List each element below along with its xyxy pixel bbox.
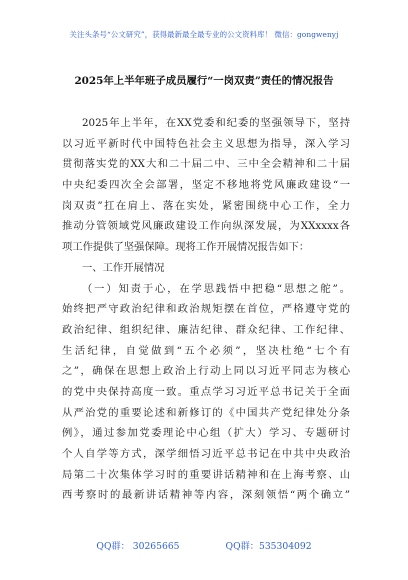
document-body: [62, 113, 350, 506]
body-line: 中央纪委四次全会部署，坚定不移地将党风廉政建设“一: [62, 179, 350, 192]
body-line: 局第二十次集体学习时的重要讲话精神和在上海考察、山: [62, 468, 350, 481]
body-line: 之”，确保在思想上政治上行动上同以习近平同志为核心: [62, 365, 350, 378]
footer-contact: [0, 538, 408, 552]
body-line: 例》，通过参加党委理论中心组（扩大）学习、专题研讨: [62, 427, 350, 440]
body-line: 始终把严守政治纪律和政治规矩摆在首位，严格遵守党的: [62, 303, 350, 316]
body-line: 西考察时的最新讲话精神等内容，深刻领悟“两个确立”: [62, 489, 350, 502]
body-line: 生活纪律，自觉做到“五个必须”，坚决杜绝“七个有: [62, 344, 350, 357]
header-banner: 关注头条号“公文研究”，获得最新最全最专业的公文资料库！ 微信：gongwenyj: [69, 30, 339, 39]
body-line: 的党中央保持高度一致。重点学习习近平总书记关于全面: [62, 385, 350, 398]
section-heading: 一、工作开展情况: [82, 261, 165, 274]
body-line: （一）知责于心，在学思践悟中把稳“思想之舵”。: [82, 282, 350, 295]
footer-qq-group-2: QQ群：535304092: [225, 541, 312, 552]
footer-qq-group-1: QQ群： 30265665: [96, 541, 180, 552]
body-line: 2025年上半年，在XX党委和纪委的坚强领导下，坚持: [82, 117, 350, 129]
body-line: 以习近平新时代中国特色社会主义思想为指导，深入学习: [62, 137, 350, 150]
body-line: 推动分管领域党风廉政建设工作向纵深发展，为XXxxxx各: [62, 220, 350, 233]
body-line: 个人自学等方式，深学细悟习近平总书记在中共中央政治: [62, 448, 350, 460]
document-title: 2025年上半年班子成员履行“一岗双责”责任的情况报告: [74, 75, 334, 87]
body-line: 政治纪律、组织纪律、廉洁纪律、群众纪律、工作纪律、: [62, 323, 350, 336]
body-line: 贯彻落实党的XX大和二十届二中、三中全会精神和二十届: [62, 158, 350, 171]
body-line: 项工作提供了坚强保障。现将工作开展情况报告如下：: [62, 241, 310, 254]
body-line: 岗双责”扛在肩上、落在实处，紧密围绕中心工作，全力: [62, 199, 350, 212]
body-line: 从严治党的重要论述和新修订的《中国共产党纪律处分条: [62, 406, 350, 419]
